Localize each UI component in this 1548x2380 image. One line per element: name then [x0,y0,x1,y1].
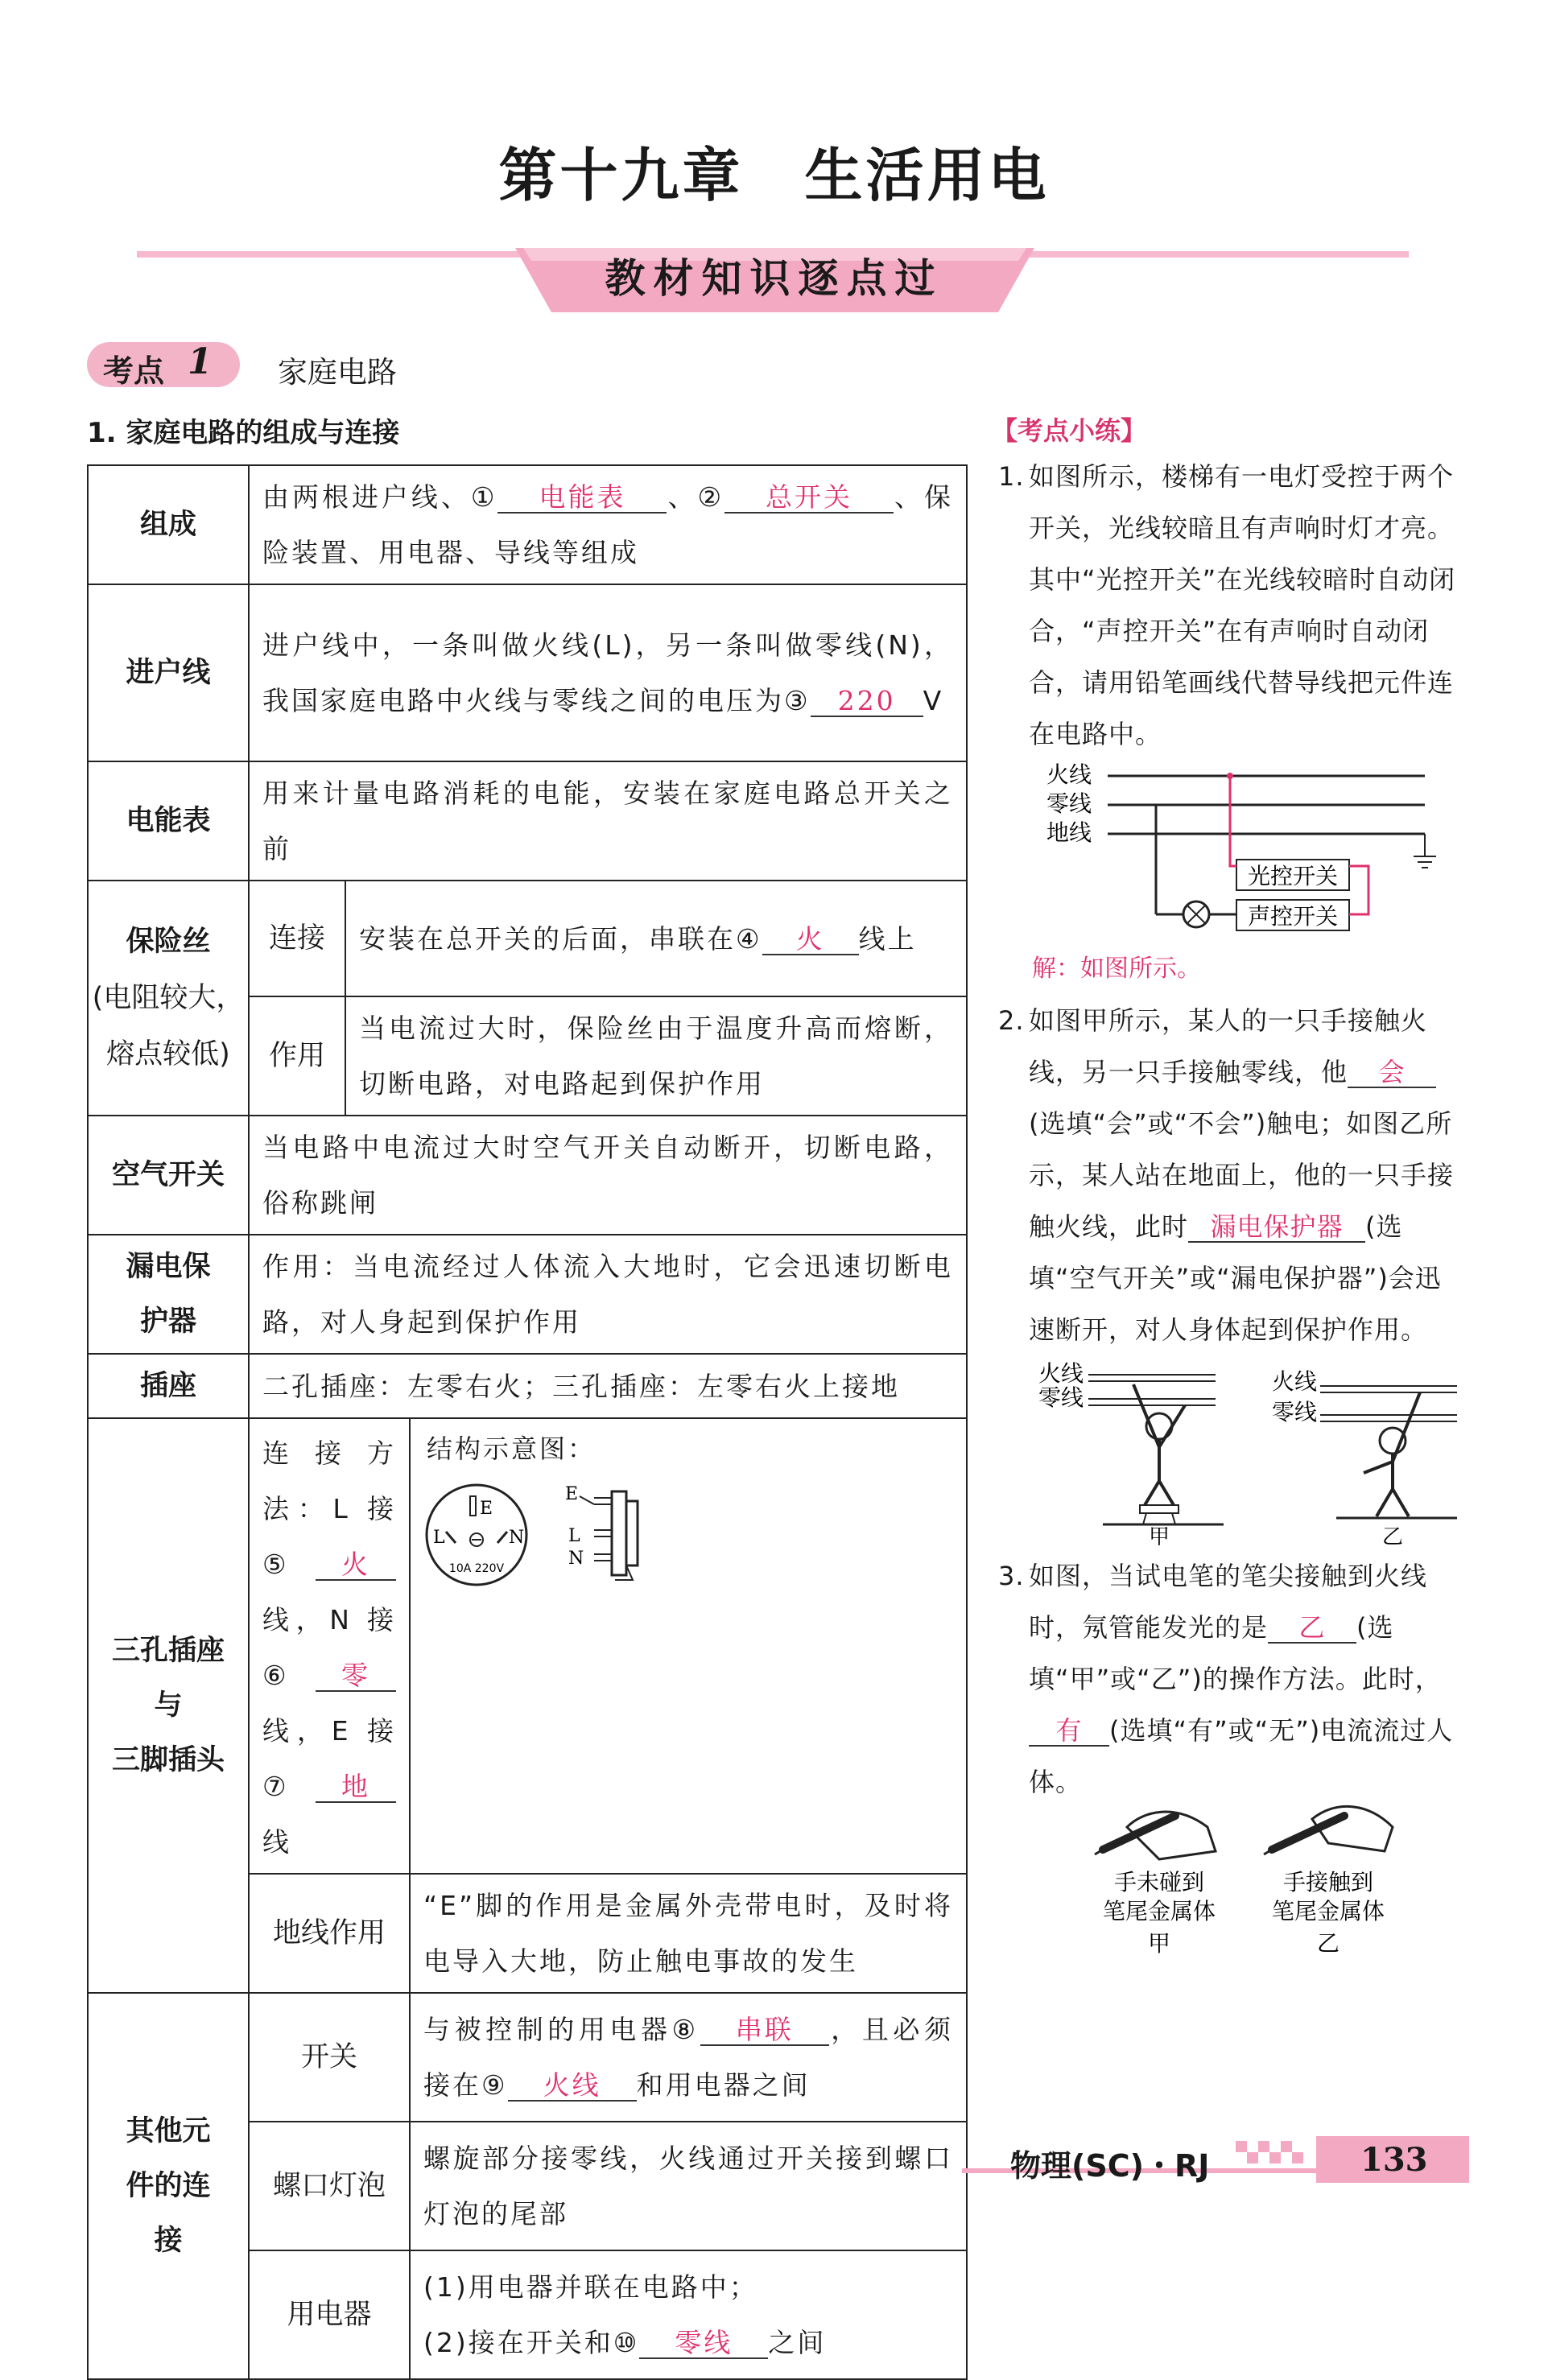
table-row [88,1116,967,1235]
kaodian-number: 1 [188,341,213,382]
fig-b-line1: 手接触到 [1282,1869,1374,1895]
answer-blank: 串联 [700,2015,829,2046]
knowledge-table [87,464,968,2380]
row-value: 二孔插座：左零右火；三孔插座：左零右火上接地 [249,1354,967,1418]
row-key: 空气开关 [88,1116,249,1235]
sub-key: 用电器 [249,2250,410,2379]
diagram-label: 结构示意图： [427,1433,596,1464]
table-row [88,761,967,881]
question-number: 3. [998,1561,1025,1591]
fig-a-line2: 笔尾金属体 [1102,1898,1216,1924]
socket-n: N [509,1528,525,1548]
plug-e: E [565,1484,579,1504]
fig-b-caption: 乙 [1316,1930,1340,1957]
answer-blank: 乙 [1268,1614,1356,1644]
answer-blank: 会 [1348,1058,1436,1088]
fig-b-caption: 乙 [1381,1525,1404,1545]
question-text: 如图所示，楼梯有一电灯受控于两个开关，光线较暗且有声响时灯才亮。其中“光控开关”在光线较暗时自动闭合，“声控开关”在有声响时自动闭合，请用铅笔画线代替导线把元件连在电路中。 [1029,461,1456,749]
socket-l: L [433,1528,445,1548]
q1-answer: 解：如图所示。 [1032,955,1201,983]
test-pen-figures [1079,1795,1433,1980]
question-text: 如图甲所示，某人的一只手接触火线，另一只手接触零线，他 会(选填“会”或“不会”)触电；如图乙所示，某人站在地面上，他的一只手接触火线，此时 漏电保护器 (选填“空气开关”或“漏电保护器”)会迅速断开，对人身体起到保护作用。 [1029,1005,1455,1345]
row-value: 由两根进户线、① 电能表 、② 总开关 、保险装置、用电器、导线等组成 [249,465,967,584]
socket-plug-diagram [422,1477,655,1598]
footer-subject: 物理(SC)・RJ [1010,2148,1210,2184]
table-row [88,881,967,996]
fig-a-neutral: 零线 [1038,1384,1084,1411]
question-3 [998,1550,1465,1808]
sub-key: 开关 [249,1993,410,2122]
row-key: 三孔插座 与 三脚插头 [88,1418,249,1993]
wire-neutral-label: 零线 [1046,790,1092,817]
socket-diagram-cell [410,1418,967,1874]
electric-shock-figures [1038,1352,1465,1545]
table-row [88,1993,967,2122]
row-value: “E”脚的作用是金属外壳带电时，及时将电导入大地，防止触电事故的发生 [410,1874,967,1993]
plug-n: N [568,1549,584,1569]
row-value: 用来计量电路消耗的电能，安装在家庭电路总开关之前 [249,761,967,881]
switch-light-label: 光控开关 [1247,863,1339,889]
sub-key: 地线作用 [249,1874,410,1993]
row-value: 与被控制的用电器⑧ 串联 ，且必须接在⑨ 火线 和用电器之间 [410,1993,967,2122]
section-heading: 1. 家庭电路的组成与连接 [87,417,400,449]
practice-header: 【考点小练】 [992,415,1147,446]
fig-a-line1: 手未碰到 [1113,1869,1205,1895]
question-text: 如图，当试电笔的笔尖接触到火线时，氖管能发光的是 乙 (选填“甲”或“乙”)的操作方法。此时，有 (选填“有”或“无”)电流流过人体。 [1029,1561,1454,1797]
fig-b-neutral: 零线 [1272,1399,1318,1425]
page-number: 133 [1360,2141,1428,2179]
table-row [88,584,967,761]
row-key: 保险丝 (电阻较大，熔点较低) [88,881,249,1116]
chapter-title: 第十九章 生活用电 [498,142,1050,209]
fig-a-live: 火线 [1038,1360,1084,1387]
row-key: 其他元件的连接 [88,1993,249,2379]
stair-light-circuit-diagram [1046,757,1465,942]
question-number: 1. [998,461,1025,492]
sub-key: 作用 [249,996,345,1116]
sub-key: 螺口灯泡 [249,2122,410,2250]
answer-blank: 漏电保护器 [1188,1213,1365,1243]
row-key: 插座 [88,1354,249,1418]
fig-b-line2: 笔尾金属体 [1271,1898,1385,1924]
answer-blank: 火 [762,925,859,955]
row-value: 连接方法：L 接⑤ 火线，N 接⑥ 零线，E 接⑦ 地线 [249,1418,410,1874]
wire-live-label: 火线 [1046,761,1092,788]
answer-blank: 总开关 [724,483,894,514]
socket-rating: 10A 220V [448,1562,505,1575]
banner-text: 教材知识逐点过 [605,255,943,302]
answer-blank: 零 [316,1661,396,1692]
row-value: 作用：当电流经过人体流入大地时，它会迅速切断电路，对人身起到保护作用 [249,1235,967,1354]
answer-blank: 零线 [639,2328,768,2359]
table-row [88,1418,967,1874]
question-number: 2. [998,1005,1025,1036]
table-row [88,1354,967,1418]
row-value: 安装在总开关的后面，串联在④ 火 线上 [345,881,967,996]
answer-blank: 电能表 [497,483,667,514]
socket-e: E [480,1499,493,1519]
answer-blank: 火线 [508,2071,637,2102]
answer-blank: 220 [811,687,923,717]
row-key: 漏电保护器 [88,1235,249,1354]
fig-a-caption: 甲 [1148,1525,1170,1545]
kaodian-label: 考点 [103,353,165,389]
switch-sound-label: 声控开关 [1247,903,1339,930]
row-key: 进户线 [88,584,249,761]
question-2 [998,995,1465,1355]
table-row [88,465,967,584]
row-value: 当电流过大时，保险丝由于温度升高而熔断，切断电路，对电路起到保护作用 [345,996,967,1116]
fig-b-live: 火线 [1272,1368,1318,1395]
wire-ground-label: 地线 [1046,819,1092,846]
row-key: 电能表 [88,761,249,881]
answer-blank: 地 [316,1772,396,1803]
row-value: 螺旋部分接零线，火线通过开关接到螺口灯泡的尾部 [410,2122,967,2250]
answer-blank: 火 [316,1550,396,1581]
table-row [88,1235,967,1354]
question-1 [998,451,1465,760]
row-value: 进户线中，一条叫做火线(L)，另一条叫做零线(N)，我国家庭电路中火线与零线之间的电压为③ 220 V [249,584,967,761]
kaodian-title: 家庭电路 [278,355,397,390]
sub-key: 连接 [249,881,345,996]
row-value: (1)用电器并联在电路中； (2)接在开关和⑩ 零线 之间 [410,2250,967,2379]
fig-a-caption: 甲 [1147,1930,1171,1957]
answer-blank: 有 [1029,1717,1109,1747]
plug-l: L [568,1526,580,1546]
row-key: 组成 [88,465,249,584]
row-value: 当电路中电流过大时空气开关自动断开，切断电路，俗称跳闸 [249,1116,967,1235]
